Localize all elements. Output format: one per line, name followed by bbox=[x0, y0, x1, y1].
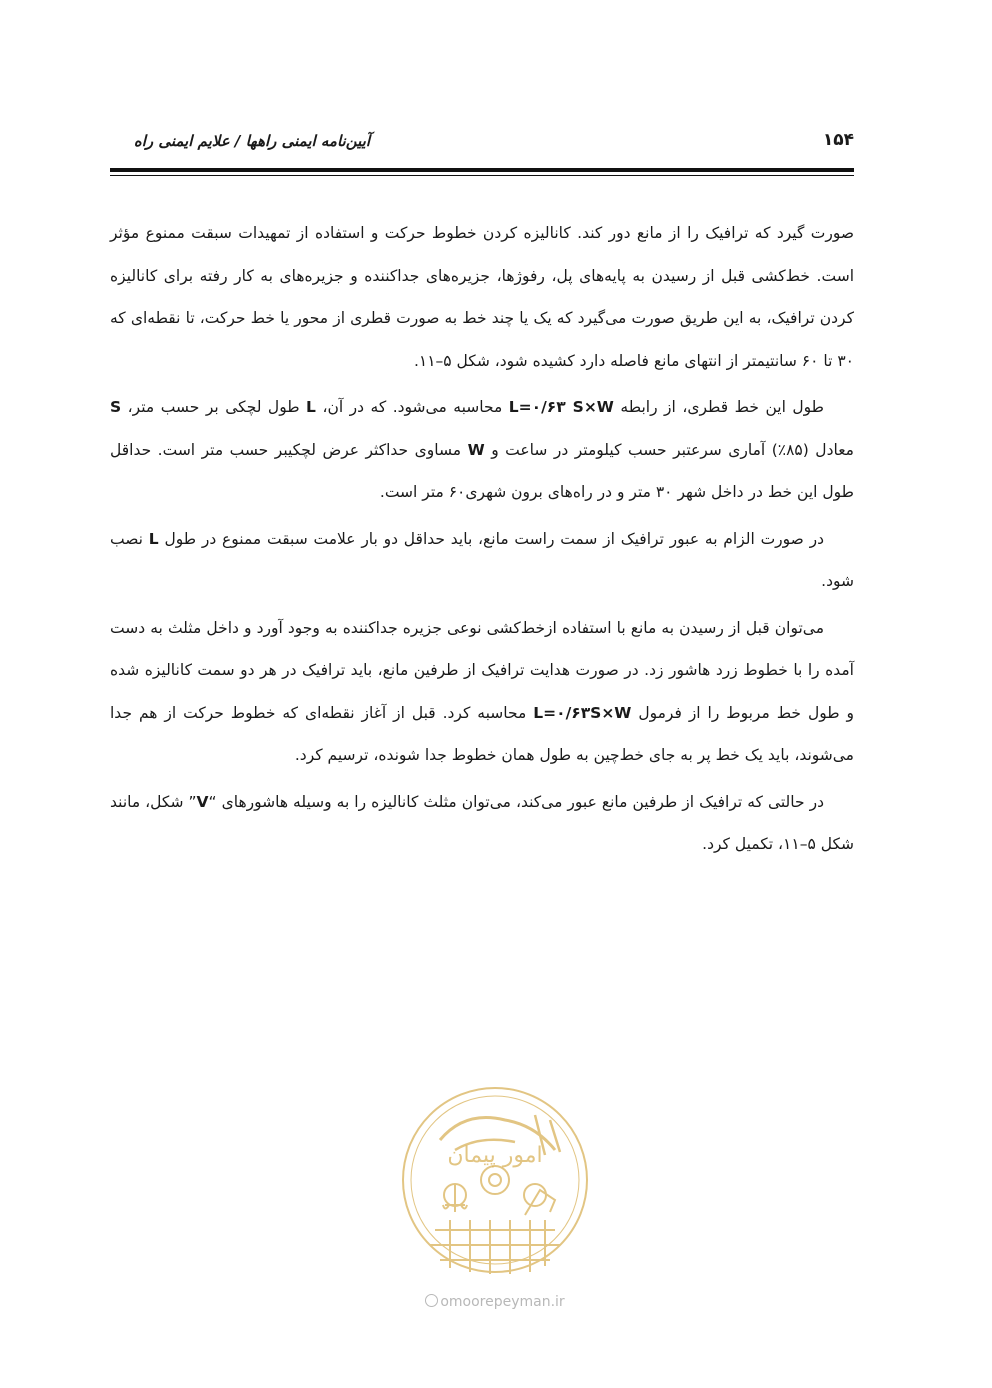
formula: L=۰/۶۳S×W bbox=[533, 703, 632, 722]
text-run: ” شکل، مانند شکل ۵–۱۱، تکمیل کرد. bbox=[110, 792, 854, 853]
text-run: می‌توان قبل از رسیدن به مانع با استفاده ازخط‌کشی نوعی جزیره جداکننده به وجود آورد و داخل مثلث به دست آمده را با خطوط زرد هاشور زد. در صورت هدایت ترافیک از طرفین مانع، باید ترافیک در هر دو سمت کانالیزه شده و طول خط مربوط را از فرمول bbox=[110, 618, 854, 722]
formula: L=۰/۶۳ S×W bbox=[508, 398, 614, 416]
text-run: طول این خط قطری، از رابطه bbox=[613, 398, 824, 416]
text-run: محاسبه می‌شود. که در آن، bbox=[315, 398, 509, 416]
paragraph-4 bbox=[110, 607, 854, 777]
watermark-url bbox=[395, 1294, 595, 1310]
page-number: ۱۵۴ bbox=[822, 130, 854, 150]
header-rule-thick bbox=[110, 168, 854, 172]
symbol-l: L bbox=[148, 529, 159, 548]
text-run: در حالتی که ترافیک از طرفین مانع عبور می‌کند، می‌توان مثلث کانالیزه را به وسیله هاشورهای “ bbox=[208, 792, 824, 811]
seal-text: امور پیمان bbox=[447, 1143, 543, 1168]
watermark-url-text: omoorepeyman.ir bbox=[440, 1294, 565, 1310]
symbol-w: W bbox=[467, 440, 485, 459]
text-run: طول لچکی بر حسب متر، bbox=[121, 398, 307, 416]
text-run: نصب شود. bbox=[110, 529, 854, 590]
header-rule-thin bbox=[110, 175, 854, 176]
page-header bbox=[110, 128, 854, 158]
text-run: معادل (۸۵٪) آماری سرعتبر حسب کیلومتر در ساعت و bbox=[484, 440, 854, 459]
watermark-seal-icon bbox=[395, 1080, 595, 1280]
text-run: محاسبه کرد. قبل از آغاز نقطه‌ای که خطوط حرکت از هم جدا می‌شوند، باید یک خط پر به جای خط‌چین به طول همان خطوط جدا شونده، ترسیم کرد. bbox=[110, 703, 854, 764]
text-run: در صورت الزام به عبور ترافیک از سمت راست مانع، باید حداقل دو بار علامت سبقت ممنوع در طول bbox=[158, 529, 824, 548]
paragraph-2 bbox=[110, 386, 854, 514]
paragraph-1: صورت گیرد که ترافیک را از مانع دور کند. کانالیزه کردن خطوط حرکت و استفاده از تمهیدات سبقت ممنوع مؤثر است. خط‌کشی قبل از رسیدن به پایه‌های پل، رفوژها، جزیره‌های جداکننده و جزیره‌های به کار رفته برای کانالیزه کردن ترافیک، به این طریق صورت می‌گیرد که یک یا چند خط به صورت قطری از محور یا خط حرکت، تا نقطه‌ای که ۳۰ تا ۶۰ سانتیمتر از انتهای مانع فاصله دارد کشیده شود، شکل ۵–۱۱. bbox=[110, 224, 854, 370]
text-run: مساوی حداکثر عرض لچکیبر حسب متر است. حداقل طول این خط در داخل شهر ۳۰ متر و در راه‌های برون شهری۶۰ متر است. bbox=[110, 440, 854, 501]
running-title: آیین‌نامه ایمنی راهها / علایم ایمنی راه bbox=[133, 132, 370, 150]
symbol-v: V bbox=[196, 792, 209, 811]
body-text bbox=[110, 212, 854, 870]
symbol-s: S bbox=[110, 398, 122, 416]
paragraph-5 bbox=[110, 781, 854, 866]
globe-icon bbox=[425, 1294, 438, 1307]
paragraph-3 bbox=[110, 518, 854, 603]
symbol-l: L bbox=[306, 398, 316, 416]
